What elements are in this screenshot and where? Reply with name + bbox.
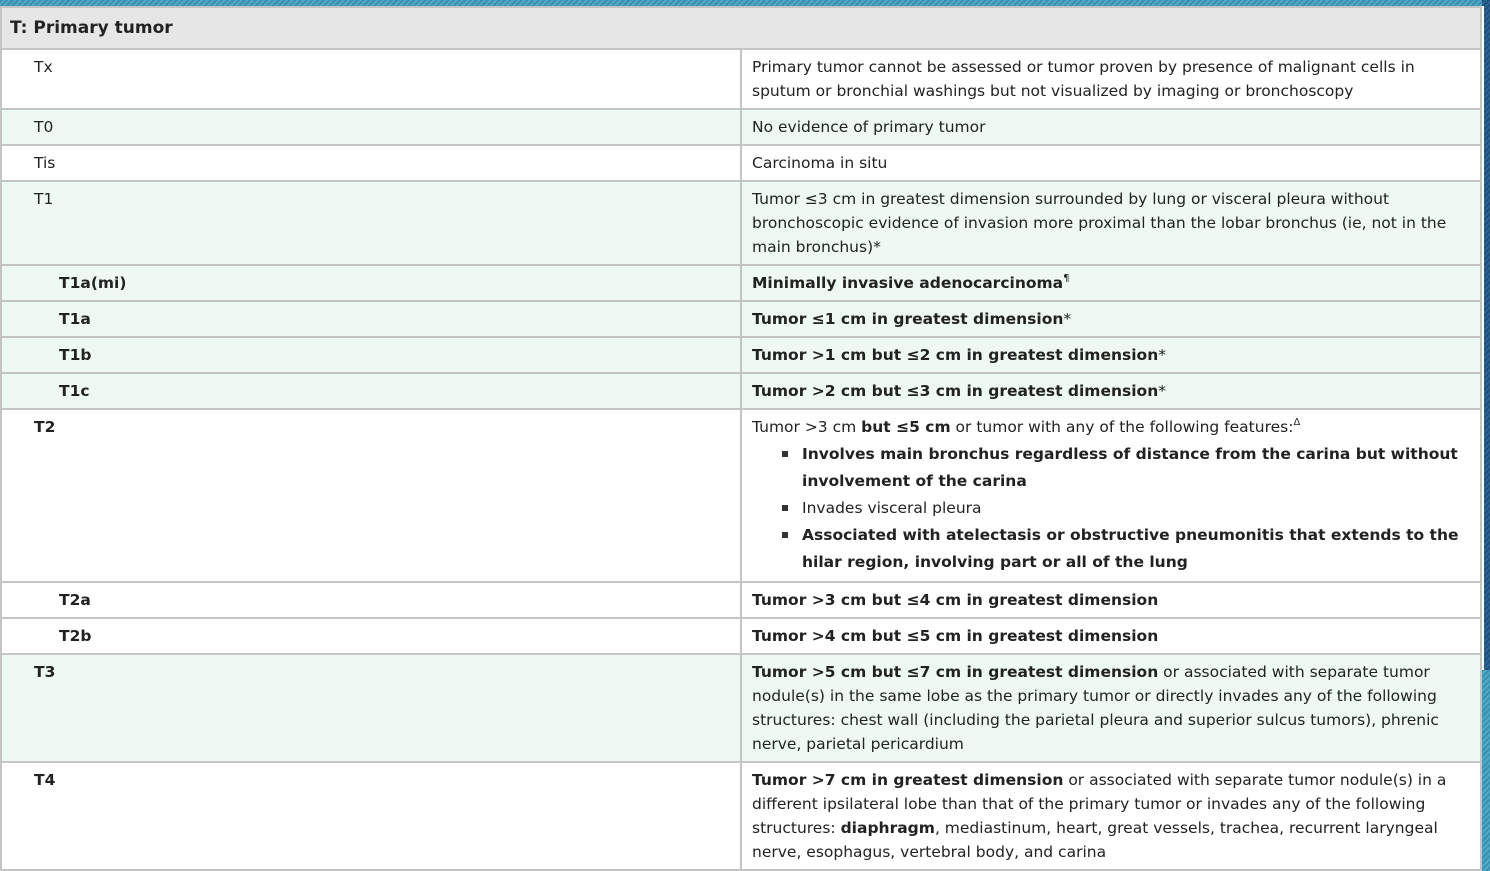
table-row-t1a-mi bbox=[1, 265, 1481, 301]
stage-description bbox=[741, 265, 1481, 301]
table-row-t4 bbox=[1, 762, 1481, 870]
stage-code: T2b bbox=[1, 618, 741, 654]
stage-code: T0 bbox=[1, 109, 741, 145]
stage-description bbox=[741, 654, 1481, 762]
table-row-tx bbox=[1, 49, 1481, 109]
table-row-t3 bbox=[1, 654, 1481, 762]
footnote-marker: * bbox=[1158, 382, 1166, 400]
t-staging-table bbox=[0, 6, 1482, 871]
table-title: T: Primary tumor bbox=[1, 7, 1481, 49]
stage-code: T2 bbox=[1, 409, 741, 582]
table-row-t2 bbox=[1, 409, 1481, 582]
footnote-marker: * bbox=[1158, 346, 1166, 364]
stage-description: Primary tumor cannot be assessed or tumor proven by presence of malignant cells in sputum or bronchial washings but not visualized by imaging or bronchoscopy bbox=[741, 49, 1481, 109]
stage-code: T1b bbox=[1, 337, 741, 373]
stage-description bbox=[741, 373, 1481, 409]
stage-description bbox=[741, 409, 1481, 582]
stage-code: T1 bbox=[1, 181, 741, 265]
description-text: Tumor ≤1 cm in greatest dimension bbox=[752, 310, 1064, 328]
feature-list bbox=[752, 441, 1470, 576]
description-bold-text: Tumor >5 cm but ≤7 cm in greatest dimension bbox=[752, 663, 1159, 681]
description-text: or associated with separate tumor nodule(s) in the same lobe as the primary tumor or directly invades any of the following structures: chest wall (including the parietal pleura and superior sulcus tumors), phrenic nerve, parietal pericardium bbox=[752, 663, 1439, 753]
stage-description: No evidence of primary tumor bbox=[741, 109, 1481, 145]
description-bold-text: Tumor >7 cm in greatest dimension bbox=[752, 771, 1064, 789]
stage-description bbox=[741, 762, 1481, 870]
description-text: , mediastinum, heart, great vessels, trachea, recurrent laryngeal nerve, esophagus, vertebral body, and carina bbox=[752, 819, 1438, 861]
stage-code: T3 bbox=[1, 654, 741, 762]
stage-description: Tumor >3 cm but ≤4 cm in greatest dimension bbox=[741, 582, 1481, 618]
table-row-t1c bbox=[1, 373, 1481, 409]
document-page bbox=[0, 6, 1484, 861]
stage-code: T2a bbox=[1, 582, 741, 618]
stage-code: T1a bbox=[1, 301, 741, 337]
stage-description bbox=[741, 301, 1481, 337]
description-bold-text: but ≤5 cm bbox=[861, 418, 951, 436]
table-row-t1 bbox=[1, 181, 1481, 265]
stage-code: Tis bbox=[1, 145, 741, 181]
feature-item: Invades visceral pleura bbox=[802, 495, 1470, 522]
stage-description bbox=[741, 337, 1481, 373]
table-row-t0 bbox=[1, 109, 1481, 145]
footnote-marker: ¶ bbox=[1063, 273, 1070, 284]
table-row-t1a bbox=[1, 301, 1481, 337]
description-bold-text: diaphragm bbox=[840, 819, 935, 837]
stage-description: Tumor ≤3 cm in greatest dimension surrounded by lung or visceral pleura without bronchoscopic evidence of invasion more proximal than the lobar bronchus (ie, not in the main bronchus)* bbox=[741, 181, 1481, 265]
stage-code: T1c bbox=[1, 373, 741, 409]
description-text: Tumor >3 cm bbox=[752, 418, 862, 436]
feature-item: Associated with atelectasis or obstructive pneumonitis that extends to the hilar region, involving part or all of the lung bbox=[802, 522, 1470, 576]
description-text: Tumor >1 cm but ≤2 cm in greatest dimension bbox=[752, 346, 1159, 364]
stage-code: Tx bbox=[1, 49, 741, 109]
table-row-t1b bbox=[1, 337, 1481, 373]
description-text: Minimally invasive adenocarcinoma bbox=[752, 274, 1064, 292]
table-row-tis bbox=[1, 145, 1481, 181]
stage-code: T4 bbox=[1, 762, 741, 870]
table-row-t2b bbox=[1, 618, 1481, 654]
stage-code: T1a(mi) bbox=[1, 265, 741, 301]
stage-description: Tumor >4 cm but ≤5 cm in greatest dimension bbox=[741, 618, 1481, 654]
feature-item: Involves main bronchus regardless of distance from the carina but without involvement of the carina bbox=[802, 441, 1470, 495]
description-text: or tumor with any of the following features: bbox=[950, 418, 1294, 436]
description-text: Tumor >2 cm but ≤3 cm in greatest dimension bbox=[752, 382, 1159, 400]
footnote-marker: Δ bbox=[1293, 417, 1301, 428]
table-row-t2a bbox=[1, 582, 1481, 618]
description-text: or associated with separate tumor nodule(s) in a different ipsilateral lobe than that of the primary tumor or invades any of the following structures: bbox=[752, 771, 1447, 837]
stage-description: Carcinoma in situ bbox=[741, 145, 1481, 181]
footnote-marker: * bbox=[1063, 310, 1072, 328]
